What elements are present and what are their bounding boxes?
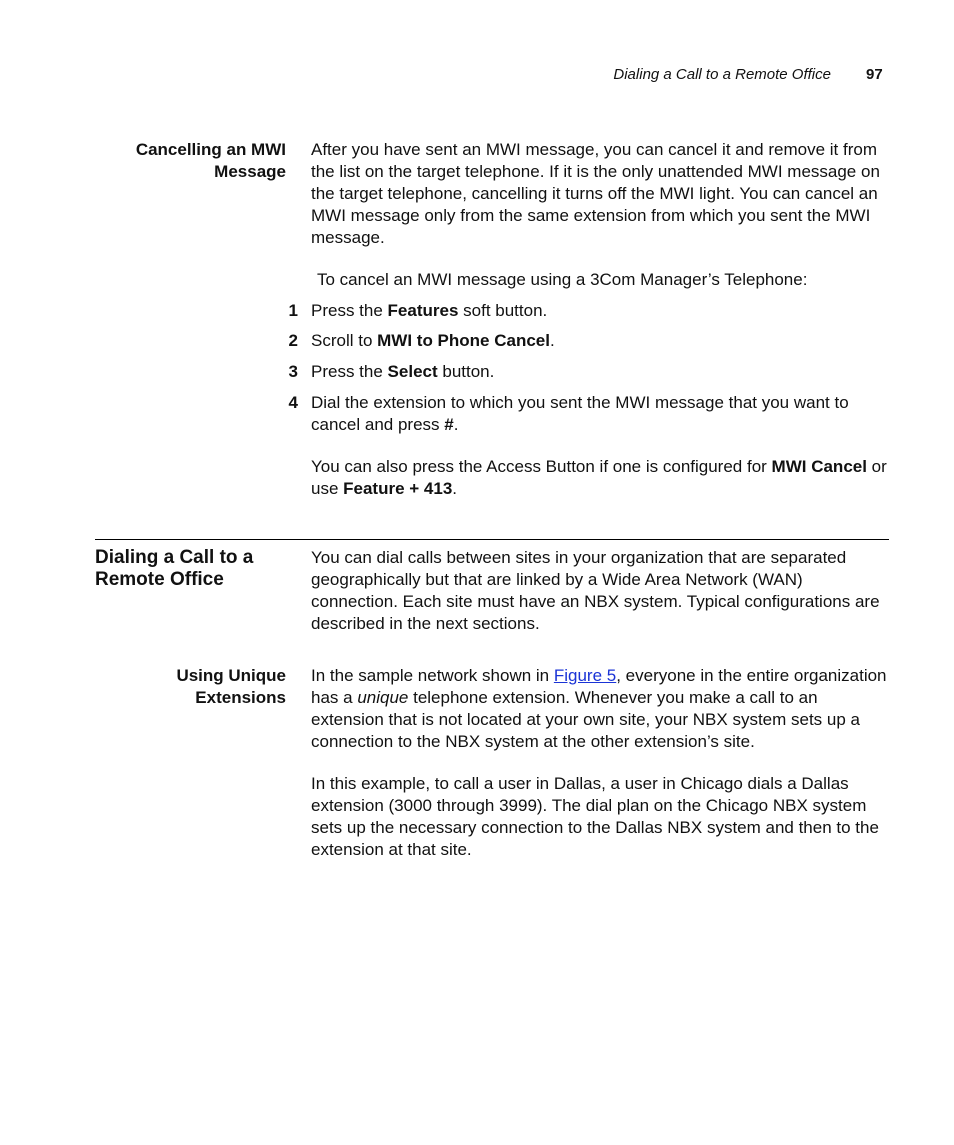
step-number: 4 [288, 393, 298, 412]
para1-pre: In the sample network shown in [311, 666, 554, 685]
step-number: 1 [288, 301, 298, 320]
note-bold-feature: Feature + 413 [343, 479, 453, 498]
note-pre: You can also press the Access Button if one is configured for [311, 457, 772, 476]
unique-extensions-text-2: In this example, to call a user in Dallas, a user in Chicago dials a Dallas extension (3000 through 3999). The dial plan on the Chicago NBX system sets up the necessary connection to the Dallas NBX system and then to the extension at that site. [311, 774, 879, 859]
step-post: button. [437, 362, 495, 381]
section-heading-cancel-mwi: Cancelling an MWI Message [135, 140, 286, 181]
figure-5-link[interactable]: Figure 5 [553, 666, 617, 685]
mwi-cancel-note [311, 456, 889, 500]
page-number: 97 [866, 66, 883, 83]
note-post: . [452, 479, 458, 498]
step-number: 3 [288, 362, 298, 381]
step-text [311, 392, 889, 436]
step-pre: Scroll to [311, 331, 378, 350]
step-pre: Press the [311, 301, 388, 320]
unique-extensions-paragraph-1 [311, 665, 889, 753]
step-bold: MWI to Phone Cancel [377, 331, 550, 350]
note-bold-mwi-cancel: MWI Cancel [771, 457, 867, 476]
step-number: 2 [288, 331, 298, 350]
section-heading-remote-office: Dialing a Call to a Remote Office [95, 547, 254, 590]
running-title: Dialing a Call to a Remote Office [613, 66, 831, 83]
cancel-mwi-paragraph [311, 139, 889, 249]
step-bold: Select [387, 362, 438, 381]
remote-office-paragraph [311, 547, 889, 635]
step-text [311, 300, 889, 322]
section-divider [95, 539, 889, 540]
para1-post: telephone extension. Whenever you make a call to an extension that is not located at your own site, your NBX system sets up a connection to the NBX system at the other extension’s site. [311, 688, 860, 751]
unique-extensions-paragraph-2 [311, 773, 889, 861]
step-pre: Dial the extension to which you sent the MWI message that you want to cancel and press [311, 393, 849, 434]
step-text [311, 361, 889, 383]
procedure-intro: To cancel an MWI message using a 3Com Manager’s Telephone: [317, 270, 808, 289]
step-bold: Features [387, 301, 459, 320]
step-bold: # [444, 415, 454, 434]
para1-mid: , everyone in the entire organization has a [311, 666, 887, 707]
section-heading-unique-extensions: Using Unique Extensions [176, 666, 286, 707]
remote-office-text: You can dial calls between sites in your organization that are separated geographically but that are linked by a Wide Area Network (WAN) connection. Each site must have an NBX system. Typical configurations are described in the next sections. [311, 548, 880, 633]
step-post: soft button. [458, 301, 548, 320]
step-text [311, 330, 889, 352]
step-pre: Press the [311, 362, 388, 381]
note-mid: or use [311, 457, 887, 498]
para1-italic: unique [357, 688, 409, 707]
step-post: . [453, 415, 459, 434]
step-post: . [549, 331, 555, 350]
cancel-mwi-text: After you have sent an MWI message, you can cancel it and remove it from the list on the target telephone. If it is the only unattended MWI message on the target telephone, cancelling it turns off the MWI light. You can cancel an MWI message only from the same extension from which you sent the MWI message. [311, 140, 880, 247]
